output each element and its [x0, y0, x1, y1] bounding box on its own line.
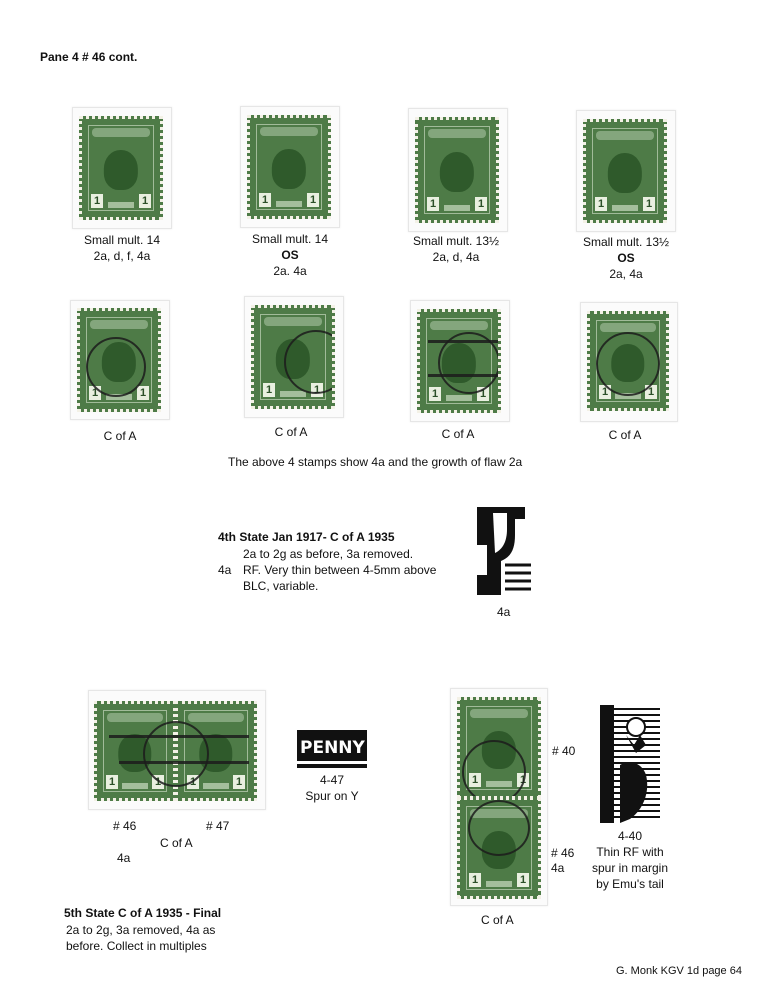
stamp-caption: Small mult. 13½ 2a, d, 4a [412, 234, 500, 264]
postmark [86, 337, 146, 397]
stamp-image: 1 1 [79, 116, 163, 220]
stamp-image: 1 1 [587, 311, 669, 411]
pair-left-number: # 46 [113, 819, 137, 833]
row2-note: The above 4 stamps show 4a and the growth of flaw 2a [228, 455, 523, 469]
state4-line1: 2a to 2g as before, 3a removed. [243, 547, 414, 561]
stamp-caption: C of A [441, 427, 475, 441]
vertical-pair-caption: C of A [481, 913, 514, 927]
flaw-illustration-4a [475, 505, 533, 601]
stamp-card-row1-2 [240, 106, 340, 228]
stamp-caption: Small mult. 14 2a, d, f, 4a [83, 233, 161, 263]
state5-line2: before. Collect in multiples [66, 939, 207, 953]
state5-title: 5th State C of A 1935 - Final [64, 906, 222, 920]
stamp-image-left: 1 1 [94, 701, 176, 801]
pair-caption: C of A [160, 836, 193, 850]
emu-caption: 4-40 Thin RF with spur in margin by Emu's tail [591, 829, 669, 891]
stamp-card-row2-2 [244, 296, 344, 418]
postmark [284, 330, 335, 394]
penny-caption: 4-47 Spur on Y [305, 773, 359, 803]
vertical-bottom-sub: 4a [551, 861, 565, 875]
stamp-image: 1 1 [417, 309, 501, 413]
stamp-caption: C of A [274, 425, 308, 439]
flaw-caption-4a: 4a [497, 605, 511, 619]
state5-line1: 2a to 2g, 3a removed, 4a as [66, 923, 216, 937]
pair-sub: 4a [117, 851, 131, 865]
stamp-caption: Small mult. 13½ OS 2a, 4a [582, 235, 670, 281]
page-title: Pane 4 # 46 cont. [40, 50, 138, 64]
stamp-image: 1 1 [583, 119, 667, 223]
postmark [468, 800, 530, 856]
stamp-card-row2-4 [580, 302, 678, 422]
state4-title: 4th State Jan 1917- C of A 1935 [218, 530, 395, 544]
postmark [143, 721, 209, 787]
stamp-card-row2-1 [70, 300, 170, 420]
stamp-image-right: 1 1 [175, 701, 257, 801]
page-footer: G. Monk KGV 1d page 64 [616, 965, 742, 977]
stamp-card-row1-1 [72, 107, 172, 229]
stamp-card-row1-3 [408, 108, 508, 232]
stamp-card-row1-4 [576, 110, 676, 232]
stamp-pair-card [88, 690, 266, 810]
emu-flaw-illustration [600, 705, 660, 823]
stamp-image: 1 1 [247, 115, 331, 219]
postmark [596, 332, 660, 396]
state4-line3: BLC, variable. [243, 579, 319, 593]
stamp-card-row2-3 [410, 300, 510, 422]
stamp-image-bottom: 1 1 [457, 797, 541, 899]
vertical-bottom-number: # 46 [551, 846, 575, 860]
stamp-image: 1 1 [251, 305, 335, 409]
stamp-image: 1 1 [77, 308, 161, 412]
postmark [462, 740, 526, 799]
penny-flaw-illustration [297, 730, 367, 768]
state4-label: 4a [218, 563, 232, 577]
stamp-caption: Small mult. 14 OS 2a. 4a [251, 232, 329, 278]
penny-word: PENNY [300, 738, 365, 758]
stamp-image-top: 1 1 [457, 697, 541, 799]
stamp-caption: C of A [103, 429, 137, 443]
vertical-top-number: # 40 [552, 744, 576, 758]
pair-right-number: # 47 [206, 819, 230, 833]
stamp-vertical-pair-card [450, 688, 548, 906]
stamp-caption: C of A [608, 428, 642, 442]
stamp-image: 1 1 [415, 117, 499, 223]
state4-line2: RF. Very thin between 4-5mm above [243, 563, 437, 577]
